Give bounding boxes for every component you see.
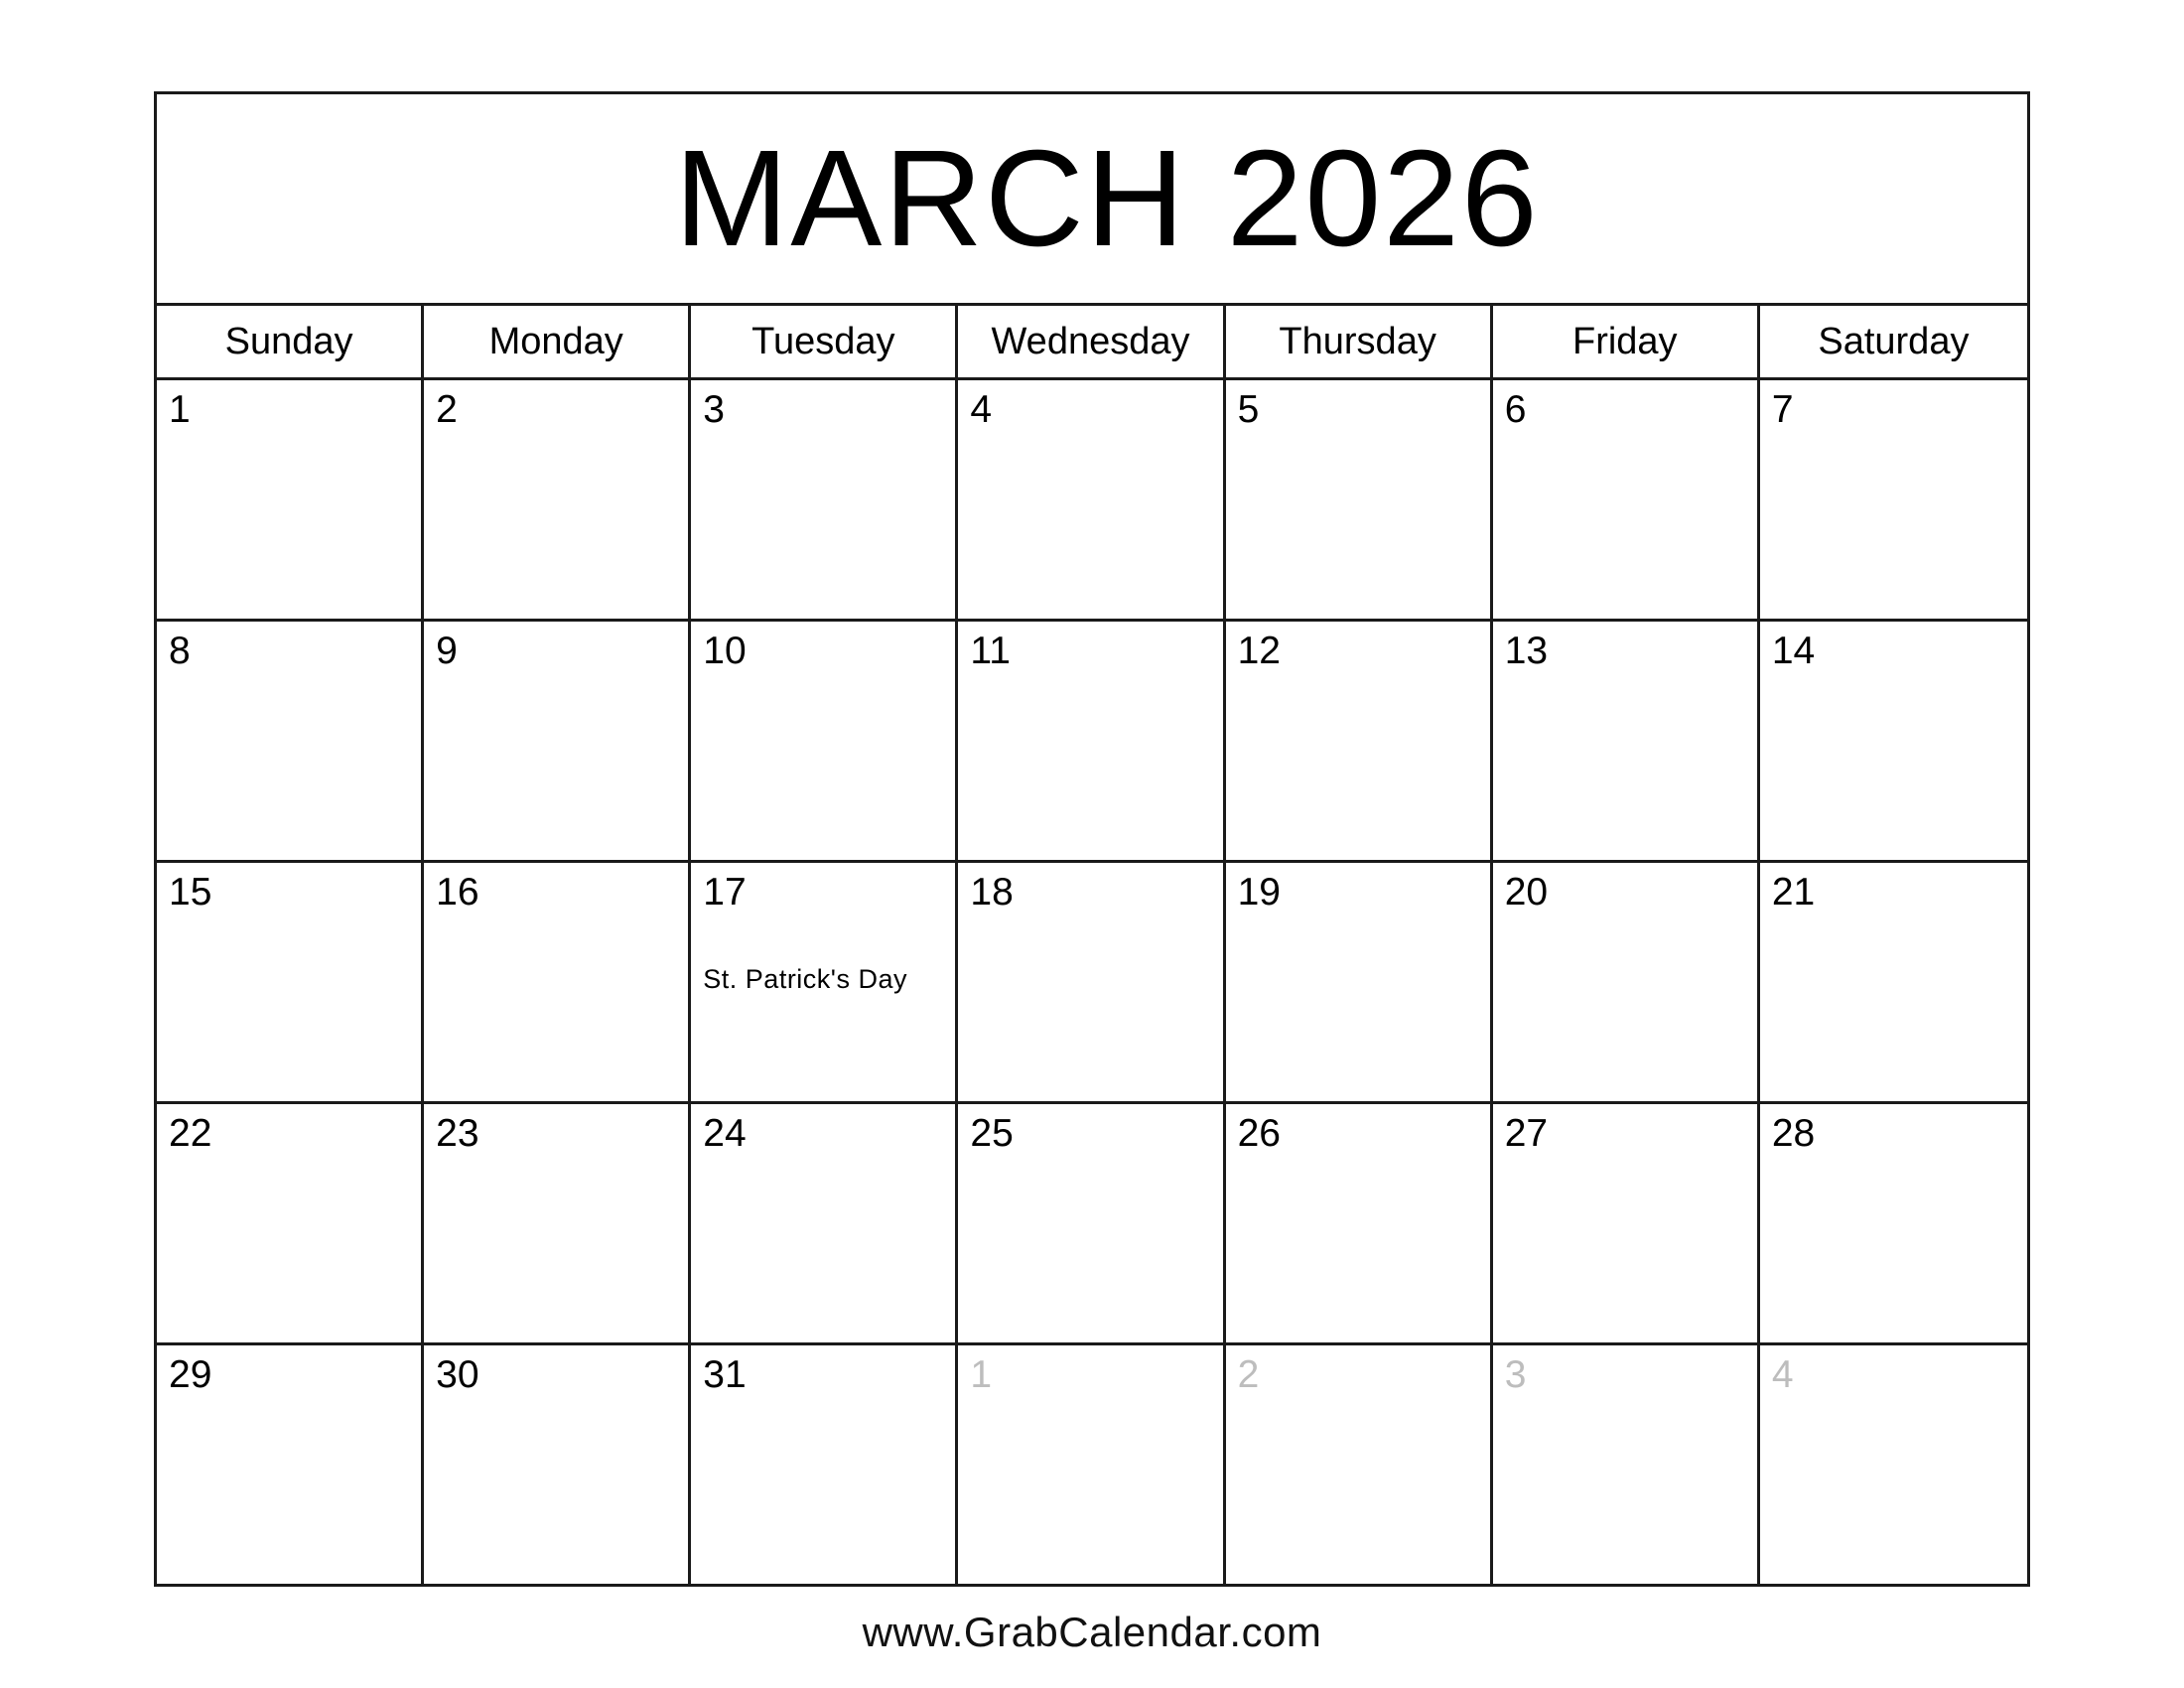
day-cell[interactable]	[1760, 380, 2027, 619]
day-cell[interactable]	[1493, 1104, 1760, 1342]
day-number: 31	[703, 1353, 747, 1396]
day-cell[interactable]	[1493, 380, 1760, 619]
calendar-week-row	[157, 1104, 2027, 1345]
day-cell[interactable]	[424, 1104, 691, 1342]
day-number: 13	[1504, 630, 1549, 672]
day-number: 30	[436, 1353, 479, 1396]
calendar-week-row	[157, 863, 2027, 1104]
day-number: 1	[169, 388, 191, 431]
weekday-header-saturday: Saturday	[1818, 320, 1970, 362]
day-cell[interactable]	[424, 622, 691, 860]
day-cell[interactable]	[1493, 863, 1760, 1101]
day-cell[interactable]	[958, 1345, 1225, 1584]
footer-website[interactable]: www.GrabCalendar.com	[862, 1609, 1322, 1655]
weekday-header-wednesday: Wednesday	[958, 306, 1225, 377]
day-number: 17	[703, 871, 747, 914]
day-cell[interactable]	[1226, 622, 1493, 860]
day-cell[interactable]	[691, 1345, 958, 1584]
day-cell[interactable]	[1226, 1345, 1493, 1584]
day-cell[interactable]	[958, 622, 1225, 860]
calendar-week-row	[157, 622, 2027, 863]
calendar-week-row	[157, 1345, 2027, 1584]
day-cell[interactable]	[1493, 622, 1760, 860]
day-cell[interactable]	[1226, 1104, 1493, 1342]
day-number: 19	[1237, 871, 1281, 914]
calendar-weeks	[157, 380, 2027, 1584]
weekday-header-thursday: Thursday	[1226, 306, 1493, 377]
day-cell[interactable]	[691, 622, 958, 860]
day-number: 15	[169, 871, 212, 914]
weekday-header-monday: Monday	[424, 306, 691, 377]
day-number: 4	[1771, 1353, 1794, 1396]
day-cell[interactable]	[958, 863, 1225, 1101]
day-cell[interactable]	[157, 380, 424, 619]
day-number: 26	[1237, 1112, 1281, 1155]
day-number: 2	[1237, 1353, 1260, 1396]
day-number: 8	[169, 630, 191, 672]
day-number: 14	[1771, 630, 1816, 672]
day-cell[interactable]	[424, 1345, 691, 1584]
day-number: 25	[970, 1112, 1014, 1155]
weekday-header-tuesday: Tuesday	[691, 306, 958, 377]
day-number: 4	[970, 388, 993, 431]
day-cell[interactable]	[1760, 863, 2027, 1101]
day-number: 2	[436, 388, 458, 431]
weekday-header-row	[157, 306, 2027, 380]
day-number: 29	[169, 1353, 212, 1396]
day-number: 5	[1237, 388, 1260, 431]
day-cell[interactable]	[157, 622, 424, 860]
day-number: 21	[1771, 871, 1816, 914]
day-cell[interactable]	[1493, 1345, 1760, 1584]
day-cell[interactable]	[157, 863, 424, 1101]
day-number: 16	[436, 871, 479, 914]
day-cell[interactable]	[958, 1104, 1225, 1342]
day-number: 28	[1771, 1112, 1816, 1155]
day-cell[interactable]	[1760, 622, 2027, 860]
day-cell[interactable]	[157, 1345, 424, 1584]
day-event-label: St. Patrick's Day	[703, 964, 907, 994]
day-number: 23	[436, 1112, 479, 1155]
day-cell[interactable]	[691, 1104, 958, 1342]
page-title: MARCH 2026	[674, 122, 1540, 275]
day-cell[interactable]	[424, 380, 691, 619]
day-cell[interactable]	[1760, 1104, 2027, 1342]
day-number: 24	[703, 1112, 747, 1155]
day-number: 10	[703, 630, 747, 672]
calendar-grid	[154, 91, 2030, 1587]
day-number: 18	[970, 871, 1014, 914]
weekday-header-friday: Friday	[1493, 306, 1760, 377]
day-number: 12	[1237, 630, 1281, 672]
day-number: 27	[1504, 1112, 1549, 1155]
day-number: 9	[436, 630, 458, 672]
day-cell[interactable]	[157, 1104, 424, 1342]
day-number: 20	[1504, 871, 1549, 914]
day-cell[interactable]	[424, 863, 691, 1101]
day-cell[interactable]	[1760, 1345, 2027, 1584]
day-number: 7	[1771, 388, 1794, 431]
day-number: 1	[970, 1353, 993, 1396]
day-cell[interactable]	[1226, 863, 1493, 1101]
day-cell[interactable]	[958, 380, 1225, 619]
day-cell[interactable]	[691, 380, 958, 619]
day-number: 3	[703, 388, 725, 431]
day-number: 3	[1504, 1353, 1527, 1396]
weekday-header-sunday: Sunday	[157, 306, 424, 377]
day-number: 6	[1504, 388, 1527, 431]
day-cell[interactable]	[1226, 380, 1493, 619]
day-number: 11	[970, 630, 1011, 672]
day-cell[interactable]	[691, 863, 958, 1101]
day-number: 22	[169, 1112, 212, 1155]
calendar-title-bar	[157, 94, 2027, 306]
calendar-week-row	[157, 380, 2027, 622]
